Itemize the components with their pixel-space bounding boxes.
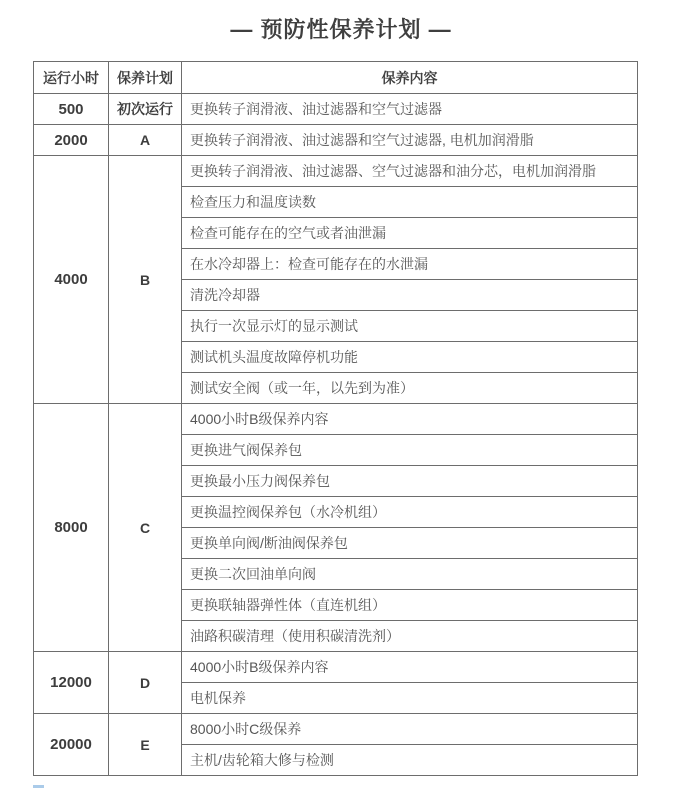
task-cell: 更换进气阀保养包 — [182, 435, 638, 466]
task-cell: 更换转子润滑液、油过滤器和空气过滤器 — [182, 94, 638, 125]
table-row — [34, 404, 638, 435]
task-cell: 清洗冷却器 — [182, 280, 638, 311]
partial-bottom-element — [33, 785, 44, 788]
table-row — [34, 125, 638, 156]
table-row — [34, 652, 638, 683]
plan-cell: B — [109, 156, 182, 404]
table-row — [34, 94, 638, 125]
task-cell: 更换转子润滑液、油过滤器和空气过滤器, 电机加润滑脂 — [182, 125, 638, 156]
hours-cell: 4000 — [34, 156, 109, 404]
table-row — [34, 714, 638, 745]
table-row — [34, 156, 638, 187]
plan-cell: D — [109, 652, 182, 714]
task-cell: 更换二次回油单向阀 — [182, 559, 638, 590]
task-cell: 更换温控阀保养包（水冷机组） — [182, 497, 638, 528]
task-cell: 测试机头温度故障停机功能 — [182, 342, 638, 373]
task-cell: 检查压力和温度读数 — [182, 187, 638, 218]
task-cell: 8000小时C级保养 — [182, 714, 638, 745]
task-cell: 电机保养 — [182, 683, 638, 714]
task-cell: 更换转子润滑液、油过滤器、空气过滤器和油分芯，电机加润滑脂 — [182, 156, 638, 187]
task-cell: 主机/齿轮箱大修与检测 — [182, 745, 638, 776]
task-cell: 更换联轴器弹性体（直连机组） — [182, 590, 638, 621]
task-cell: 测试安全阀（或一年，以先到为准） — [182, 373, 638, 404]
column-header-content: 保养内容 — [182, 62, 638, 94]
hours-cell: 12000 — [34, 652, 109, 714]
task-cell: 4000小时B级保养内容 — [182, 652, 638, 683]
task-cell: 油路积碳清理（使用积碳清洗剂） — [182, 621, 638, 652]
plan-cell: 初次运行 — [109, 94, 182, 125]
column-header-hours: 运行小时 — [34, 62, 109, 94]
task-cell: 在水冷却器上：检查可能存在的水泄漏 — [182, 249, 638, 280]
task-cell: 检查可能存在的空气或者油泄漏 — [182, 218, 638, 249]
table-header-row — [34, 62, 638, 94]
task-cell: 执行一次显示灯的显示测试 — [182, 311, 638, 342]
plan-cell: C — [109, 404, 182, 652]
column-header-plan: 保养计划 — [109, 62, 182, 94]
plan-cell: A — [109, 125, 182, 156]
task-cell: 更换单向阀/断油阀保养包 — [182, 528, 638, 559]
maintenance-schedule-table — [33, 61, 638, 776]
page-title: — 预防性保养计划 — — [230, 17, 452, 42]
hours-cell: 8000 — [34, 404, 109, 652]
hours-cell: 2000 — [34, 125, 109, 156]
hours-cell: 500 — [34, 94, 109, 125]
plan-cell: E — [109, 714, 182, 776]
task-cell: 4000小时B级保养内容 — [182, 404, 638, 435]
hours-cell: 20000 — [34, 714, 109, 776]
task-cell: 更换最小压力阀保养包 — [182, 466, 638, 497]
